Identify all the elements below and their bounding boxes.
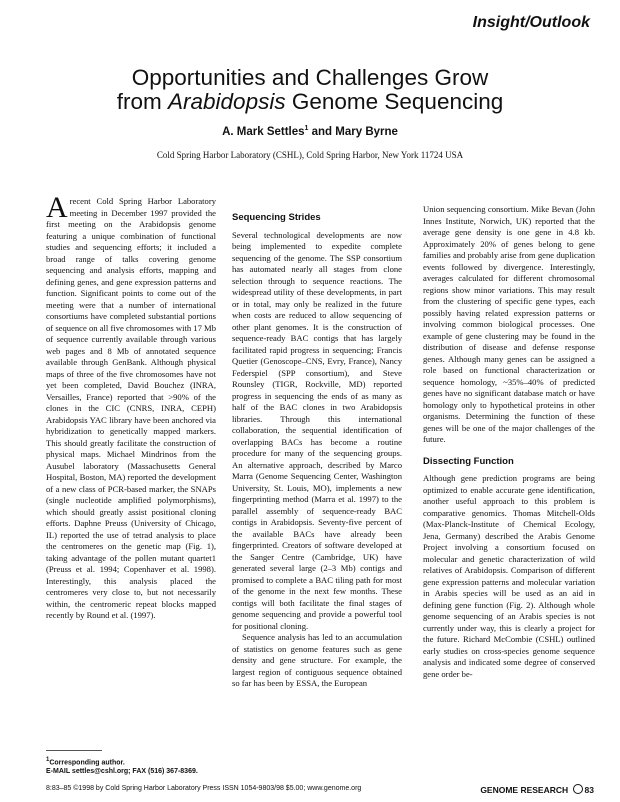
- column-1: [46, 191, 216, 622]
- intro-paragraph: [46, 191, 216, 622]
- column-2: [232, 212, 402, 690]
- footnote-line-1: [46, 756, 226, 767]
- footer-journal: [480, 784, 594, 795]
- title-line-2-post: Genome Sequencing: [285, 89, 504, 114]
- globe-icon: [573, 784, 583, 794]
- footnote: [46, 756, 226, 776]
- footnote-rule: [46, 750, 102, 751]
- title-line-2: [0, 90, 620, 114]
- paragraph: Sequence analysis has led to an accumulation of statistics on genome features such as gene density and gene structure. For example, the largest region of contiguous sequence obtained so far has been by ESSA, the European: [232, 632, 402, 688]
- footnote-mark: 1: [46, 757, 50, 763]
- paragraph: Although gene prediction programs are being optimized to enable accurate gene identification, another useful approach to this problem is comparative genomics. Thomas Mitchell-Olds (Max-Planck-Institute of Chemical Ecology, Jena, Germany) described the Arabis Genome Project involving a consortium focused on molecular and genetic characterization of wild relatives of Arabidopsis. Comparison of different gene expression patterns and molecular variation in Arabis species will be used as an aid in defining gene function (Fig. 2). Although whole genome sequencing of an Arabis species is not currently under way, this is clearly a project for the future. Richard McCombie (CSHL) outlined early studies on cross-species genome sequence analysis and indicated some degree of conserved gene order be-: [423, 473, 595, 679]
- footnote-text: Corresponding author.: [49, 759, 125, 767]
- column-3: [423, 204, 595, 680]
- intro-text: recent Cold Spring Harbor Laboratory meeting in December 1997 provided the first meeting on the Arabidopsis genome featuring a unique combination of functional studies and sequencing efforts; it included a broad range of talks covering genome sequencing and analysis efforts, mapping and defining genes, and gene expression patterns and function. Significant points to come out of the meeting were that a number of international consortiums have completed substantial portions of sequence on all five chromosomes with 17 Mb of sequence currently available through various web pages and 8 Mb of annotated sequence available through GenBank. Although physical maps of three of the five chromosomes have not yet been completed, David Bouchez (INRA, Versailles, France) reported that >90% of the clones in the CIC (CNRS, INRA, CEPH) Arabidopsis YAC library have been anchored via hybridization to genetically mapped markers. This should greatly facilitate the construction of physical maps. Michael Mindrinos from the Ausubel laboratory (Massachusetts General Hospital, Boston, MA) reported the development of a new class of PCR-based marker, the SNAPs (single nucleotide amplified polymorphisms), which should greatly assist positional cloning efforts. Daphne Preuss (University of Chicago, IL) reported the use of tetrad analysis to place the centromeres on the genetic map (Fig. 1), taking advantage of the pollen mutant quartet1 (Preuss et al. 1994; Copenhaver et al. 1998). Interestingly, this analysis placed the centromeres very close to, but not necessarily within, the centromeric repeat blocks mapped recently by Round et al. (1997).: [46, 196, 216, 620]
- journal-name: GENOME RESEARCH: [480, 785, 569, 795]
- authors: [0, 125, 620, 138]
- page-number: 83: [584, 785, 594, 795]
- author-1: A. Mark Settles: [222, 125, 305, 138]
- heading-dissecting-function: Dissecting Function: [423, 455, 514, 467]
- author-footnote-mark: 1: [304, 125, 309, 132]
- article-title: [0, 66, 620, 114]
- author-2: and Mary Byrne: [308, 125, 398, 138]
- title-line-2-pre: from: [116, 89, 169, 114]
- drop-cap: A: [46, 191, 68, 224]
- paragraph: Union sequencing consortium. Mike Bevan (John Innes Institute, Norwich, UK) reported that the average gene density is one gene in 4.8 kb. Approximately 20% of genes belong to gene families and probably arise from gene duplication events followed by divergence. Interestingly, averages calculated for different chromosomal regions show minor variations. This may result from the clustering of specific gene types, each possibly having related expression patterns or involving common biological processes. One example of gene clustering may be found in the distribution of disease and defense response genes. Although many genes can be assigned a role based on functional characterization or sequence homology, ~35%–40% of predicted genes have no significant database match or have homology only to hypothetical proteins in other organisms. Determining the function of these genes will be one of the major challenges of the future.: [423, 204, 595, 444]
- heading-sequencing-strides: Sequencing Strides: [232, 212, 321, 223]
- footnote-email: E-MAIL settles@cshl.org; FAX (516) 367-8369.: [46, 768, 198, 776]
- affiliation: Cold Spring Harbor Laboratory (CSHL), Cold Spring Harbor, New York 11724 USA: [156, 150, 464, 160]
- section-tag: Insight/Outlook: [472, 14, 590, 31]
- title-line-2-italic: Arabidopsis: [168, 89, 286, 114]
- title-line-1: Opportunities and Challenges Grow: [131, 65, 489, 90]
- footer-citation: 8:83–85 ©1998 by Cold Spring Harbor Laboratory Press ISSN 1054-9803/98 $5.00; www.genome.org: [46, 785, 362, 792]
- paragraph: Several technological developments are now being implemented to expedite complete sequencing of the genome. The SSP consortium has automated nearly all stages from clone selection through to sequence reactions. The widespread utility of these developments, in part or in total, may only be realized in the future when costs are reduced to allow sequencing of other plant genomes. It is the construction of sequence-ready BAC contigs that has largely facilitated rapid progress in sequencing; Francis Quetier (Genoscope–CNS, Evry, France), Nancy Federspiel (SPP consortium), and Steve Rounsley (TIGR, Rockville, MD) reported progress in sequencing the ends of as many as half of the BAC clones in two Arabidopsis libraries. Through this international collaboration, the sequential identification of overlapping BACs has become a routine procedure for many of the sequencing groups. An alternative approach, described by Marco Marra (Genome Sequencing Center, Washington University, St. Louis, MO), implements a new fingerprinting method (Marra et al. 1997) to the parallel assembly of sequence-ready BAC contigs in Arabidopsis. Seventy-five percent of the available BACs have already been fingerprinted. Creators of software developed at the Sanger Centre (Cambridge, UK) have generated several large (2–3 Mb) contigs and promised to complete a BAC tiling path for most of the genome in the next few months. These contigs will both facilitate the final stages of genome sequencing and provide a powerful tool for positional cloning.: [232, 229, 402, 631]
